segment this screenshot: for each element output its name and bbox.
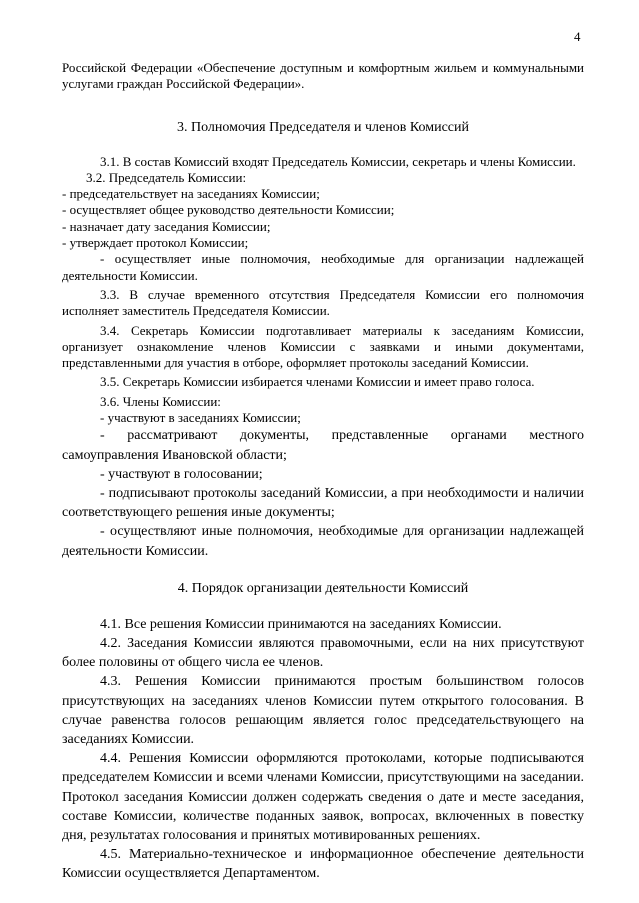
list-item: - осуществляет иные полномочия, необходимые для организации надлежащей деятельности Комиссии. [62, 251, 584, 283]
list-item: - участвуют в заседаниях Комиссии; [100, 410, 301, 426]
list-item: - назначает дату заседания Комиссии; [62, 218, 271, 234]
paragraph-4-2: 4.2. Заседания Комиссии являются правомочными, если на них присутствуют более половины от общего числа ее членов. [62, 635, 584, 671]
list-item: - утверждает протокол Комиссии; [62, 235, 249, 251]
list-item: - рассматривают документы, представленные органами местного самоуправления Ивановской области; [62, 428, 584, 463]
paragraph-4-3: 4.3. Решения Комиссии принимаются простым большинством голосов присутствующих на заседаниях членов Комиссии путем открытого голосования. В случае равенства голосов решающим является голос председательствующего на заседаниях Комиссии. [62, 674, 584, 747]
paragraph-3-3: 3.3. В случае временного отсутствия Председателя Комиссии его полномочия исполняет заместитель Председателя Комиссии. [62, 286, 584, 319]
list-item: - осуществляют иные полномочия, необходимые для организации надлежащей деятельности Комиссии. [62, 524, 584, 559]
document-body [62, 60, 584, 884]
paragraph-4-5: 4.5. Материально-техническое и информационное обеспечение деятельности Комиссии осуществляется Департаментом. [62, 847, 584, 882]
list-item: - осуществляет общее руководство деятельности Комиссии; [62, 202, 395, 218]
paragraph-4-4: 4.4. Решения Комиссии оформляются протоколами, которые подписываются председателем Комиссии и всеми членами Комиссии, присутствующими на заседании. Протокол заседания Комиссии должен содержать сведения о дате и месте заседания, составе Комиссии, количестве поданных заявок, вопросах, включенных в повестку дня, результатах голосования и принятых мотивированных решениях. [62, 751, 584, 843]
paragraph-4-1: 4.1. Все решения Комиссии принимаются на заседаниях Комиссии. [100, 616, 502, 632]
paragraph-3-6: 3.6. Члены Комиссии: [100, 393, 221, 409]
paragraph-3-1: 3.1. В состав Комиссий входят Председатель Комиссии, секретарь и члены Комиссии. [100, 153, 576, 169]
page-number: 4 [574, 29, 581, 44]
intro-paragraph: Российской Федерации «Обеспечение доступным и комфортным жильем и коммунальными услугами граждан Российской Федерации». [62, 60, 584, 92]
paragraph-3-5: 3.5. Секретарь Комиссии избирается членами Комиссии и имеет право голоса. [100, 374, 535, 390]
list-item: - участвуют в голосовании; [100, 466, 263, 482]
section-3-heading: 3. Полномочия Председателя и членов Комиссий [177, 119, 469, 135]
section-4-heading: 4. Порядок организации деятельности Комиссий [177, 580, 469, 596]
list-item: - подписывают протоколы заседаний Комиссии, а при необходимости и наличии соответствующего решения иные документы; [62, 485, 584, 521]
list-item: - председательствует на заседаниях Комиссии; [62, 186, 320, 202]
paragraph-3-4: 3.4. Секретарь Комиссии подготавливает материалы к заседаниям Комиссии, организует ознакомление членов Комиссии с заявками и иными документами, представленными для участия в отборе, оформляет протоколы заседаний Комиссии. [62, 322, 584, 371]
paragraph-3-2: 3.2. Председатель Комиссии: [86, 169, 247, 185]
